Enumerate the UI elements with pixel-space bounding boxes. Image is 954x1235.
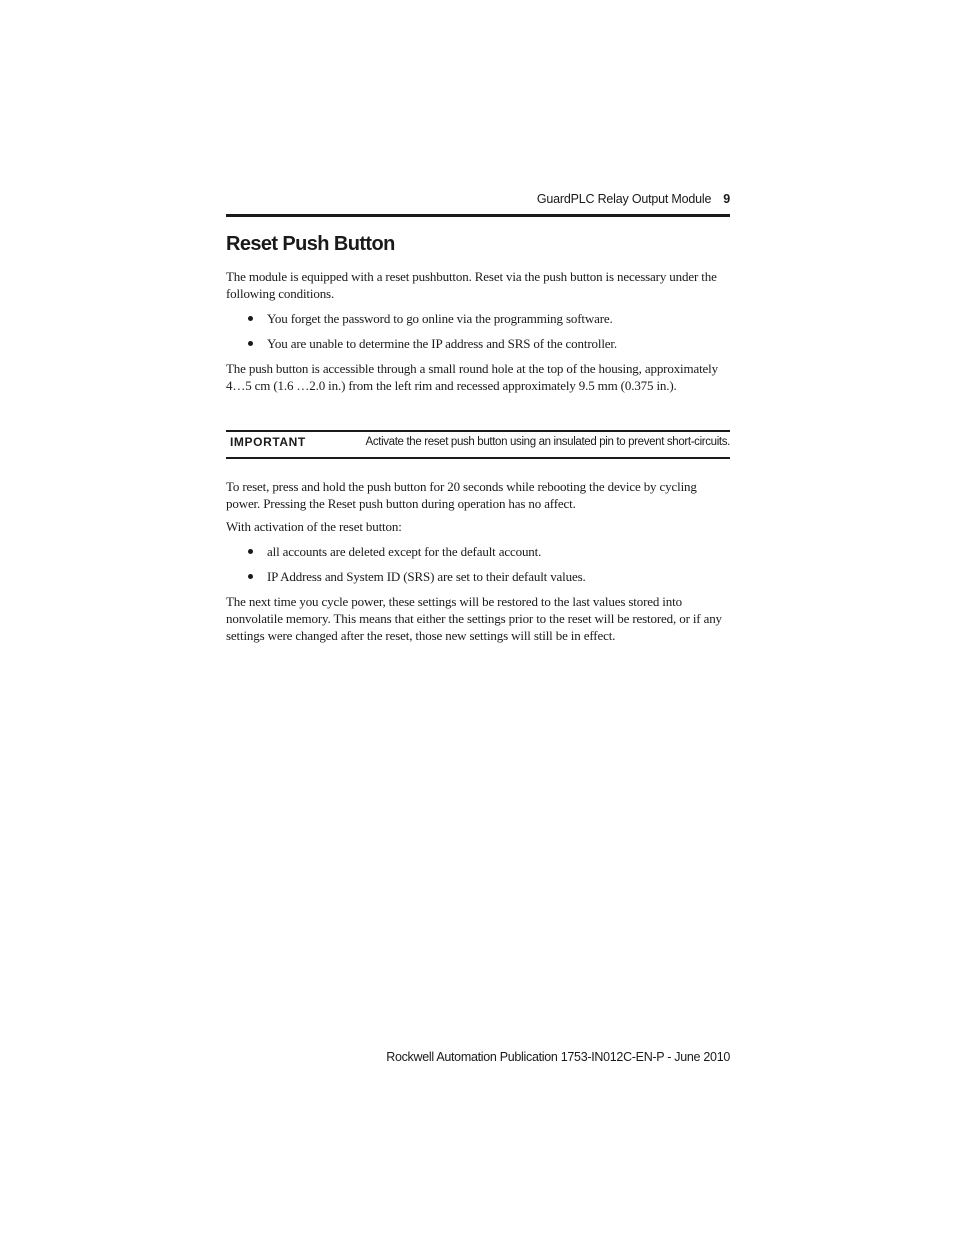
- bullet-icon: [248, 341, 253, 346]
- important-note: [226, 430, 730, 459]
- important-label: IMPORTANT: [230, 435, 306, 449]
- effect-text: all accounts are deleted except for the default account.: [267, 544, 542, 559]
- intro-paragraph: The module is equipped with a reset pushbutton. Reset via the push button is necessary under the following conditions.: [226, 269, 717, 301]
- section-title: Reset Push Button: [226, 233, 395, 255]
- running-footer: Rockwell Automation Publication 1753-IN012C-EN-P - June 2010: [386, 1050, 730, 1064]
- procedure-paragraph: To reset, press and hold the push button for 20 seconds while rebooting the device by cycling power. Pressing the Reset push button during operation has no affect.: [226, 479, 697, 511]
- activation-lead: With activation of the reset button:: [226, 519, 402, 534]
- effect-text: IP Address and System ID (SRS) are set to their default values.: [267, 569, 586, 584]
- bullet-icon: [248, 549, 253, 554]
- bullet-icon: [248, 316, 253, 321]
- bullet-icon: [248, 574, 253, 579]
- condition-text: You forget the password to go online via the programming software.: [267, 311, 613, 326]
- header-rule: [226, 214, 730, 217]
- running-header: [537, 192, 730, 206]
- after-reset-paragraph: The next time you cycle power, these settings will be restored to the last values stored into nonvolatile memory. This means that either the settings prior to the reset will be restored, or if any settings were changed after the reset, those new settings will still be in effect.: [226, 594, 722, 643]
- important-text: Activate the reset push button using an insulated pin to prevent short-circuits.: [365, 436, 730, 448]
- page-number: 9: [723, 192, 730, 206]
- header-title: GuardPLC Relay Output Module: [536, 192, 712, 206]
- document-page: [226, 0, 730, 1235]
- location-paragraph: The push button is accessible through a small round hole at the top of the housing, approximately 4…5 cm (1.6 …2.0 in.) from the left rim and recessed approximately 9.5 mm (0.375 in.).: [226, 361, 718, 393]
- condition-text: You are unable to determine the IP address and SRS of the controller.: [267, 336, 617, 351]
